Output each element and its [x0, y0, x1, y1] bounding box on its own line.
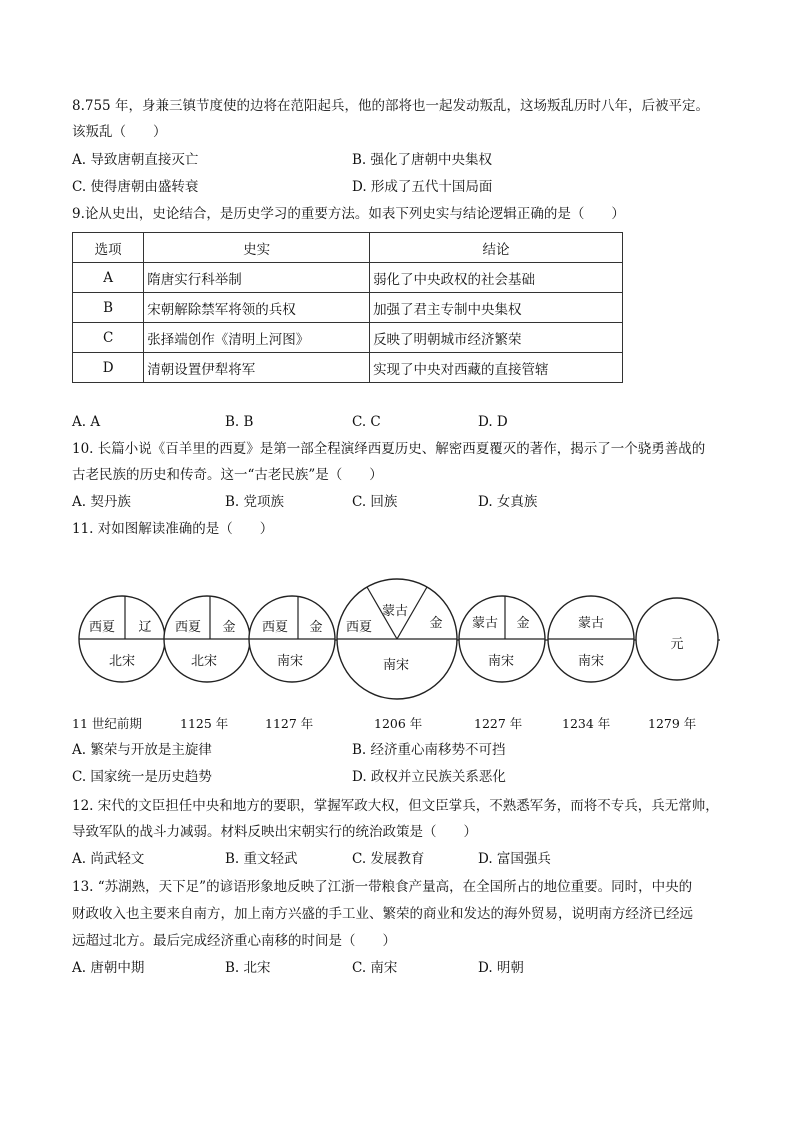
q9-option-d[interactable]: D. D: [478, 414, 508, 430]
regime-label: 北宋: [190, 654, 218, 669]
q13-option-d[interactable]: D. 明朝: [478, 960, 524, 976]
q13-stem-line2: 财政收入也主要来自南方，加上南方兴盛的手工业、繁荣的商业和发达的海外贸易，说明南方经济已经远: [72, 906, 693, 922]
table-row: [73, 323, 623, 353]
regime-label: 南宋: [577, 654, 605, 669]
q10-option-c[interactable]: C. 回族: [352, 494, 398, 510]
q13-stem-line3: 远超过北方。最后完成经济重心南移的时间是（ ）: [72, 933, 396, 949]
table-header-row: [73, 233, 623, 263]
table-cell: 张择端创作《清明上河图》: [144, 323, 370, 353]
q11-year-labels: [0, 714, 794, 734]
year-label: 1234 年: [562, 716, 611, 731]
table-header-cell: 结论: [370, 233, 623, 263]
table-row: [73, 263, 623, 293]
regime-label: 西夏: [345, 620, 373, 635]
regime-circle-1: [79, 596, 165, 682]
regime-circle-4: [337, 579, 457, 699]
q9-option-c[interactable]: C. C: [352, 414, 381, 430]
table-cell: C: [73, 323, 144, 353]
regime-label: 辽: [138, 620, 152, 635]
regime-circles-svg: [70, 575, 730, 705]
regime-label: 金: [222, 620, 236, 635]
q8-option-a[interactable]: A. 导致唐朝直接灭亡: [72, 152, 199, 168]
regime-label: 金: [309, 620, 323, 635]
regime-label: 蒙古: [577, 616, 605, 631]
table-cell: 隋唐实行科举制: [144, 263, 370, 293]
regime-label: 蒙古: [381, 604, 409, 619]
regime-circle-6: [548, 596, 634, 682]
q12-option-c[interactable]: C. 发展教育: [352, 851, 425, 867]
q8-option-b[interactable]: B. 强化了唐朝中央集权: [352, 152, 493, 168]
regime-label: 元: [670, 637, 684, 652]
q10-stem-line2: 古老民族的历史和传奇。这一“古老民族”是（ ）: [72, 467, 383, 483]
regime-label: 西夏: [261, 620, 289, 635]
table-cell: 加强了君主专制中央集权: [370, 293, 623, 323]
q12-option-b[interactable]: B. 重文轻武: [225, 851, 298, 867]
regime-label: 金: [516, 616, 530, 631]
table-row: [73, 293, 623, 323]
year-label: 1227 年: [474, 716, 523, 731]
regime-label: 南宋: [382, 658, 410, 673]
table-cell: B: [73, 293, 144, 323]
q13-option-b[interactable]: B. 北宋: [225, 960, 271, 976]
year-label: 1206 年: [374, 716, 423, 731]
regime-label: 西夏: [88, 620, 116, 635]
regime-circle-3: [249, 596, 335, 682]
table-cell: A: [73, 263, 144, 293]
q8-stem-line2: 该叛乱（ ）: [72, 124, 167, 140]
regime-label: 蒙古: [471, 616, 499, 631]
table-cell: 反映了明朝城市经济繁荣: [370, 323, 623, 353]
q8-option-d[interactable]: D. 形成了五代十国局面: [352, 179, 493, 195]
q8-option-c[interactable]: C. 使得唐朝由盛转衰: [72, 179, 199, 195]
q13-option-a[interactable]: A. 唐朝中期: [72, 960, 145, 976]
q11-option-b[interactable]: B. 经济重心南移势不可挡: [352, 742, 506, 758]
table-cell: 弱化了中央政权的社会基础: [370, 263, 623, 293]
q8-stem-line1: 8.755 年，身兼三镇节度使的边将在范阳起兵，他的部将也一起发动叛乱，这场叛乱历时八年，后被平定。: [72, 98, 709, 114]
q12-stem-line1: 12. 宋代的文臣担任中央和地方的要职，掌握军政大权，但文臣掌兵，不熟悉军务，而将不专兵，兵无常帅，: [72, 798, 719, 814]
table-cell: 宋朝解除禁军将领的兵权: [144, 293, 370, 323]
regime-circle-2: [164, 596, 250, 682]
table-cell: 实现了中央对西藏的直接管辖: [370, 353, 623, 383]
q9-option-a[interactable]: A. A: [72, 414, 101, 430]
regime-label: 南宋: [487, 654, 515, 669]
regime-label: 南宋: [276, 654, 304, 669]
table-row: [73, 353, 623, 383]
q9-stem: 9.论从史出，史论结合，是历史学习的重要方法。如表下列史实与结论逻辑正确的是（ ）: [72, 206, 625, 222]
q11-stem: 11. 对如图解读准确的是（ ）: [72, 521, 274, 537]
q11-option-a[interactable]: A. 繁荣与开放是主旋律: [72, 742, 212, 758]
q12-option-d[interactable]: D. 富国强兵: [478, 851, 551, 867]
table-header-cell: 选项: [73, 233, 144, 263]
year-label: 1127 年: [265, 716, 314, 731]
year-label: 1279 年: [648, 716, 697, 731]
regime-label: 北宋: [108, 654, 136, 669]
q10-option-a[interactable]: A. 契丹族: [72, 494, 131, 510]
q12-stem-line2: 导致军队的战斗力减弱。材料反映出宋朝实行的统治政策是（ ）: [72, 824, 477, 840]
q11-regime-diagram: [70, 575, 730, 709]
regime-label: 金: [429, 616, 443, 631]
q10-option-b[interactable]: B. 党项族: [225, 494, 285, 510]
regime-circle-7: [636, 598, 718, 680]
table-cell: D: [73, 353, 144, 383]
q11-option-d[interactable]: D. 政权并立民族关系恶化: [352, 769, 506, 785]
regime-label: 西夏: [174, 620, 202, 635]
q10-stem-line1: 10. 长篇小说《百羊里的西夏》是第一部全程演绎西夏历史、解密西夏覆灭的著作，揭示了一个骁勇善战的: [72, 441, 706, 457]
q11-option-c[interactable]: C. 国家统一是历史趋势: [72, 769, 212, 785]
q9-table: [72, 232, 623, 383]
q10-option-d[interactable]: D. 女真族: [478, 494, 538, 510]
year-label: 1125 年: [180, 716, 229, 731]
q12-option-a[interactable]: A. 尚武轻文: [72, 851, 145, 867]
q13-stem-line1: 13. “苏湖熟，天下足”的谚语形象地反映了江浙一带粮食产量高，在全国所占的地位重要。同时，中央的: [72, 879, 693, 895]
q13-option-c[interactable]: C. 南宋: [352, 960, 398, 976]
year-label: 11 世纪前期: [72, 716, 142, 731]
regime-circle-5: [459, 596, 545, 682]
table-cell: 清朝设置伊犁将军: [144, 353, 370, 383]
table-header-cell: 史实: [144, 233, 370, 263]
q9-option-b[interactable]: B. B: [225, 414, 254, 430]
